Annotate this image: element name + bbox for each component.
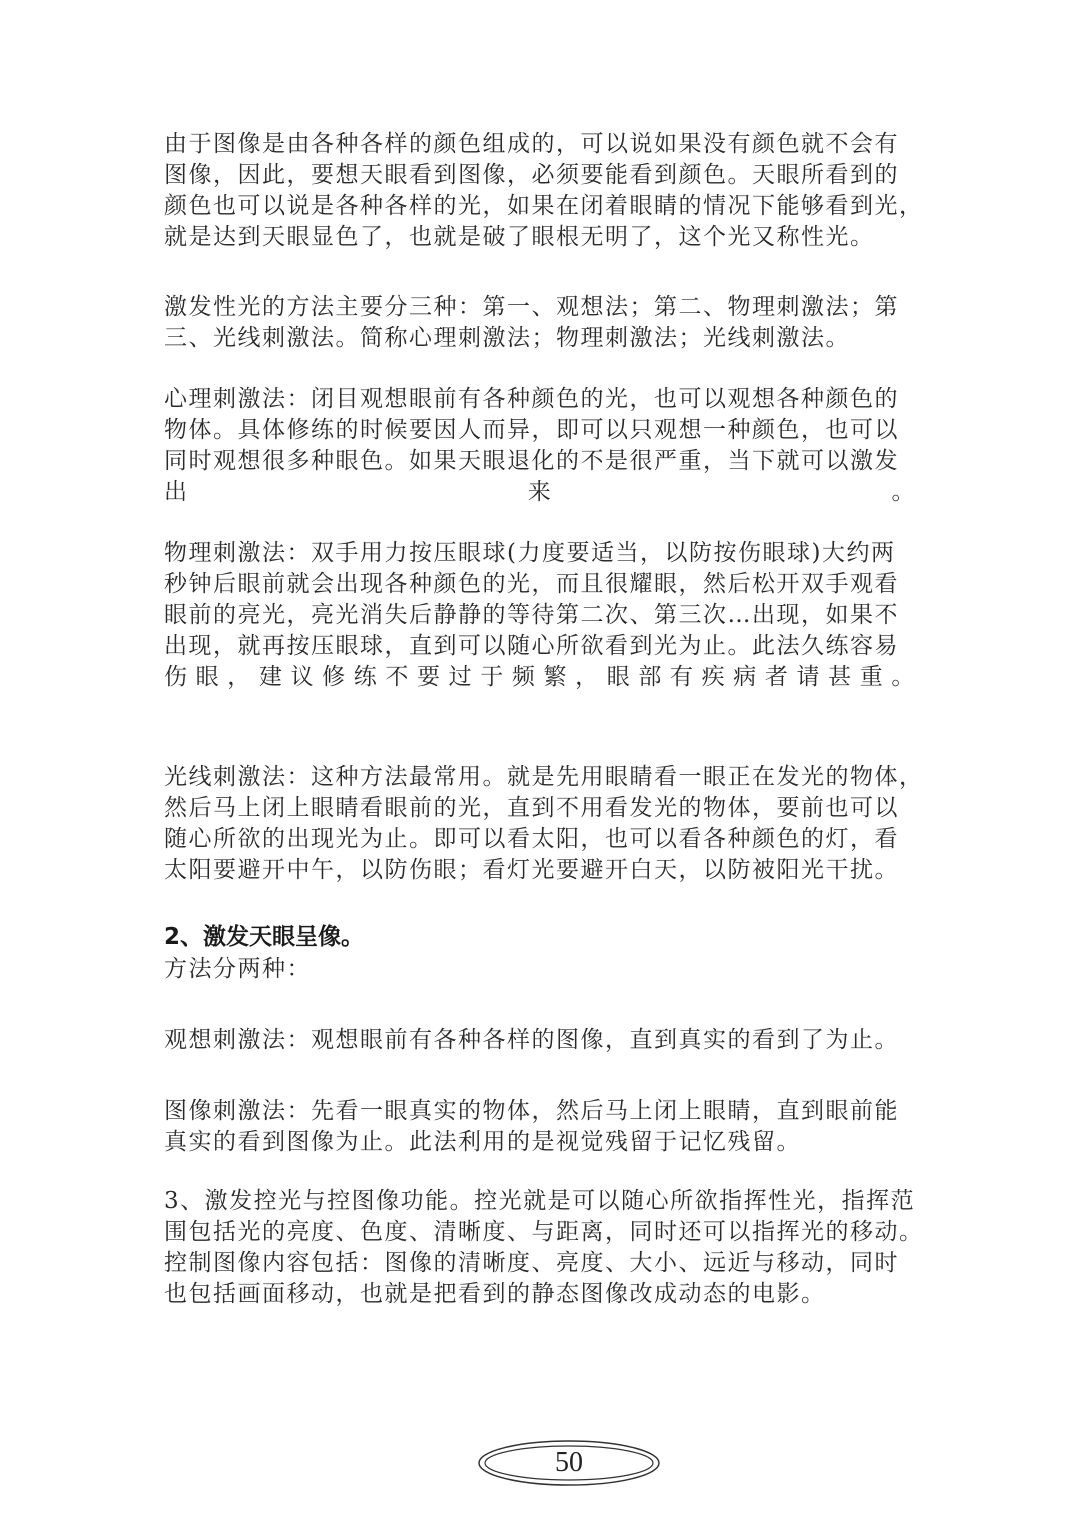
text-char: 不 — [385, 664, 410, 690]
text-line: 眼前的亮光，亮光消失后静静的等待第二次、第三次…出现，如果不 — [164, 602, 899, 628]
text-line: 围包括光的亮度、色度、清晰度、与距离，同时还可以指挥光的移动。 — [164, 1219, 924, 1245]
text-line: 三、光线刺激法。简称心理刺激法；物理刺激法；光线刺激法。 — [164, 325, 850, 351]
text-line: 由于图像是由各种各样的颜色组成的，可以说如果没有颜色就不会有 — [164, 131, 899, 157]
text-line: 观想刺激法：观想眼前有各种各样的图像，直到真实的看到了为止。 — [164, 1027, 899, 1053]
text-char: ， — [227, 664, 252, 690]
text-line: 颜色也可以说是各种各样的光，如果在闭着眼睛的情况下能够看到光， — [164, 193, 924, 219]
text-char: 请 — [796, 664, 821, 690]
text-char: 练 — [353, 664, 379, 690]
text-line: 心理刺激法：闭目观想眼前有各种颜色的光，也可以观想各种颜色的 — [164, 386, 899, 412]
paragraph-image-method — [164, 1096, 916, 1158]
text-line: 太阳要避开中午，以防伤眼；看灯光要避开白天，以防被阳光干扰。 — [164, 857, 899, 883]
text-line: 也包括画面移动，也就是把看到的静态图像改成动态的电影。 — [164, 1281, 826, 1307]
text-line: 随心所欲的出现光为止。即可以看太阳，也可以看各种颜色的灯，看 — [164, 826, 899, 852]
text-line: 物理刺激法：双手用力按压眼球(力度要适当，以防按伤眼球)大约两 — [164, 540, 896, 566]
text-char: 眼 — [195, 664, 221, 690]
text-char: 病 — [733, 664, 758, 690]
text-char: 议 — [290, 664, 315, 690]
text-line: 图像刺激法：先看一眼真实的物体，然后马上闭上眼睛，直到眼前能 — [164, 1098, 899, 1124]
paragraph-light-method — [164, 762, 924, 886]
text-char: 。 — [891, 479, 916, 505]
text-char: 者 — [764, 664, 790, 690]
text-line: 然后马上闭上眼睛看眼前的光，直到不用看发光的物体，要前也可以 — [164, 795, 899, 821]
text-line: 真实的看到图像为止。此法利用的是视觉残留于记忆残留。 — [164, 1129, 801, 1155]
text-char: 。 — [891, 664, 916, 690]
text-line: 3、激发控光与控图像功能。控光就是可以随心所欲指挥性光，指挥范 — [164, 1188, 916, 1214]
paragraph-visualization-method — [164, 1025, 916, 1056]
text-line-justified — [164, 477, 916, 508]
text-char: 繁 — [543, 664, 568, 690]
text-char: 有 — [670, 664, 695, 690]
text-char: ， — [575, 664, 600, 690]
text-char: 频 — [511, 664, 537, 690]
text-line-justified — [164, 662, 916, 693]
paragraph-psychological-method — [164, 384, 916, 508]
text-line: 秒钟后眼前就会出现各种颜色的光，而且很耀眼，然后松开双手观看 — [164, 571, 899, 597]
text-line: 光线刺激法：这种方法最常用。就是先用眼睛看一眼正在发光的物体， — [164, 764, 924, 790]
text-char: 部 — [638, 664, 663, 690]
text-line: 图像，因此，要想天眼看到图像，必须要能看到颜色。天眼所看到的 — [164, 162, 899, 188]
text-line: 就是达到天眼显色了，也就是破了眼根无明了，这个光又称性光。 — [164, 224, 875, 250]
text-char: 伤 — [164, 664, 189, 690]
text-char: 过 — [448, 664, 474, 690]
text-char: 眼 — [606, 664, 632, 690]
text-line: 出现，就再按压眼球，直到可以随心所欲看到光为止。此法久练容易 — [164, 633, 899, 659]
page-number-badge — [476, 1438, 662, 1488]
text-char: 来 — [527, 479, 553, 505]
text-line: 物体。具体修练的时候要因人而异，即可以只观想一种颜色，也可以 — [164, 417, 899, 443]
section-heading: 2、激发天眼呈像。 — [164, 924, 365, 950]
text-char: 建 — [258, 664, 284, 690]
paragraph-light-control — [164, 1186, 924, 1310]
paragraph-physical-method — [164, 538, 916, 693]
paragraph-two-methods — [164, 954, 916, 985]
text-line: 同时观想很多种眼色。如果天眼退化的不是很严重，当下就可以激发 — [164, 448, 899, 474]
text-line: 方法分两种： — [164, 956, 311, 982]
paragraph-color-intro — [164, 129, 924, 253]
text-char: 疾 — [701, 664, 727, 690]
text-line: 控制图像内容包括：图像的清晰度、亮度、大小、远近与移动，同时 — [164, 1250, 899, 1276]
paragraph-three-methods — [164, 292, 916, 354]
text-char: 出 — [164, 479, 189, 505]
text-char: 甚 — [828, 664, 853, 690]
text-line: 激发性光的方法主要分三种：第一、观想法；第二、物理刺激法；第 — [164, 294, 899, 320]
text-char: 修 — [322, 664, 347, 690]
text-char: 重 — [859, 664, 885, 690]
text-char: 于 — [480, 664, 505, 690]
page-number: 50 — [555, 1447, 583, 1478]
text-char: 要 — [417, 664, 442, 690]
